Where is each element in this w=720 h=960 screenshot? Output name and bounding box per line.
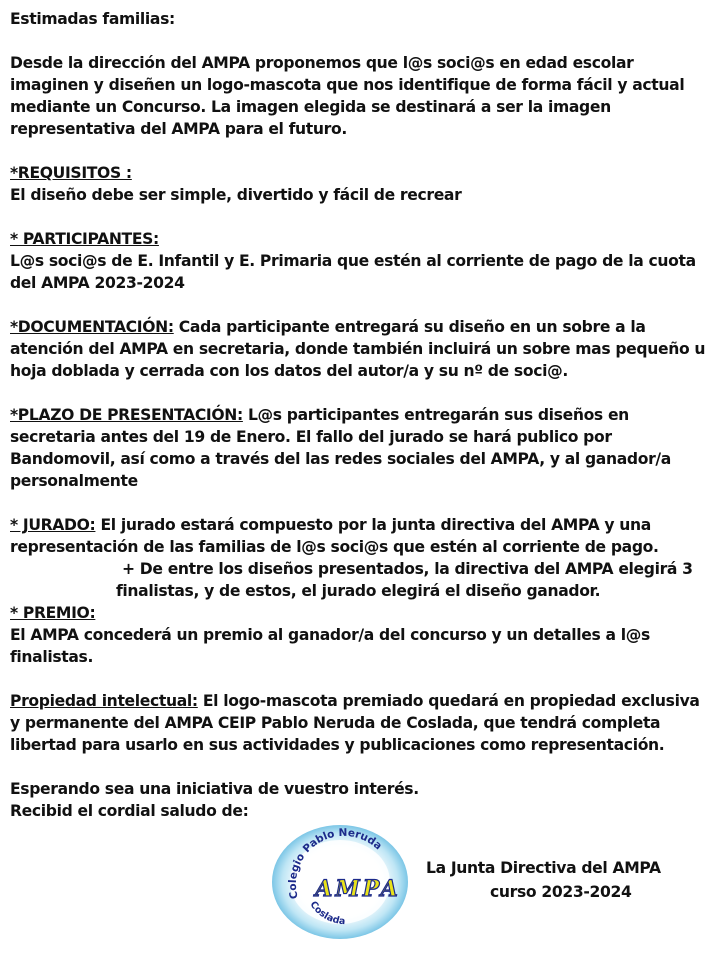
plazo-heading: *PLAZO DE PRESENTACIÓN: xyxy=(10,406,243,424)
signature-line2: curso 2023-2024 xyxy=(490,883,632,901)
jurado-note-line2: finalistas, y de estos, el jurado elegirá el diseño ganador. xyxy=(116,582,601,600)
jurado-heading: * JURADO: xyxy=(10,516,96,534)
plazo-text: L@s participantes entregarán sus diseños en secretaria antes del 19 de Enero. El fallo del jurado se hará publico por Bandomovil, así como a través del las redes sociales del AMPA, y al ganador/a personalmente xyxy=(10,406,671,490)
jurado-note xyxy=(10,558,714,602)
propiedad-heading: Propiedad intelectual: xyxy=(10,692,198,710)
requisitos-text: El diseño debe ser simple, divertido y fácil de recrear xyxy=(10,186,462,204)
requisitos-heading: *REQUISITOS : xyxy=(10,164,132,182)
documentacion-heading: *DOCUMENTACIÓN: xyxy=(10,318,174,336)
plazo-section xyxy=(10,404,714,492)
logo-bottom-text: Coslada xyxy=(307,899,346,928)
ampa-logo xyxy=(268,820,418,940)
signature-line1: La Junta Directiva del AMPA xyxy=(426,859,661,877)
letter-body xyxy=(10,8,714,822)
participantes-text: L@s soci@s de E. Infantil y E. Primaria que estén al corriente de pago de la cuota del AMPA 2023-2024 xyxy=(10,252,696,292)
participantes-heading: * PARTICIPANTES: xyxy=(10,230,159,248)
jurado-text: El jurado estará compuesto por la junta directiva del AMPA y una representación de las familias de l@s soci@s que estén al corriente de pago. xyxy=(10,516,659,556)
propiedad-text: El logo-mascota premiado quedará en propiedad exclusiva y permanente del AMPA CEIP Pablo Neruda de Coslada, que tendrá completa libertad para usarlo en sus actividades y publicaciones como representación. xyxy=(10,692,700,754)
ampa-logo-graphic xyxy=(268,820,418,940)
logo-arc-text: Colegio Pablo Neruda xyxy=(286,826,385,901)
premio-heading: * PREMIO: xyxy=(10,604,96,622)
intro-paragraph: Desde la dirección del AMPA proponemos que l@s soci@s en edad escolar imaginen y diseñen un logo-mascota que nos identifique de forma fácil y actual mediante un Concurso. La imagen elegida se destinará a ser la imagen representativa del AMPA para el futuro. xyxy=(10,54,685,138)
premio-text: El AMPA concederá un premio al ganador/a del concurso y un detalles a l@s finalistas. xyxy=(10,626,650,666)
signature-block xyxy=(426,856,686,904)
greeting: Estimadas familias: xyxy=(10,10,175,28)
jurado-note-line1: + De entre los diseños presentados, la directiva del AMPA elegirá 3 xyxy=(122,560,693,578)
jurado-section xyxy=(10,514,714,558)
closing-line1: Esperando sea una iniciativa de vuestro interés. xyxy=(10,780,419,798)
logo-center-text: AMPA xyxy=(315,876,401,902)
propiedad-section xyxy=(10,690,714,756)
documentacion-section xyxy=(10,316,714,382)
documentacion-text: Cada participante entregará su diseño en un sobre a la atención del AMPA en secretaria, donde también incluirá un sobre mas pequeño u hoja doblada y cerrada con los datos del autor/a y su nº de soci@. xyxy=(10,318,706,380)
closing-line2: Recibid el cordial saludo de: xyxy=(10,802,249,820)
